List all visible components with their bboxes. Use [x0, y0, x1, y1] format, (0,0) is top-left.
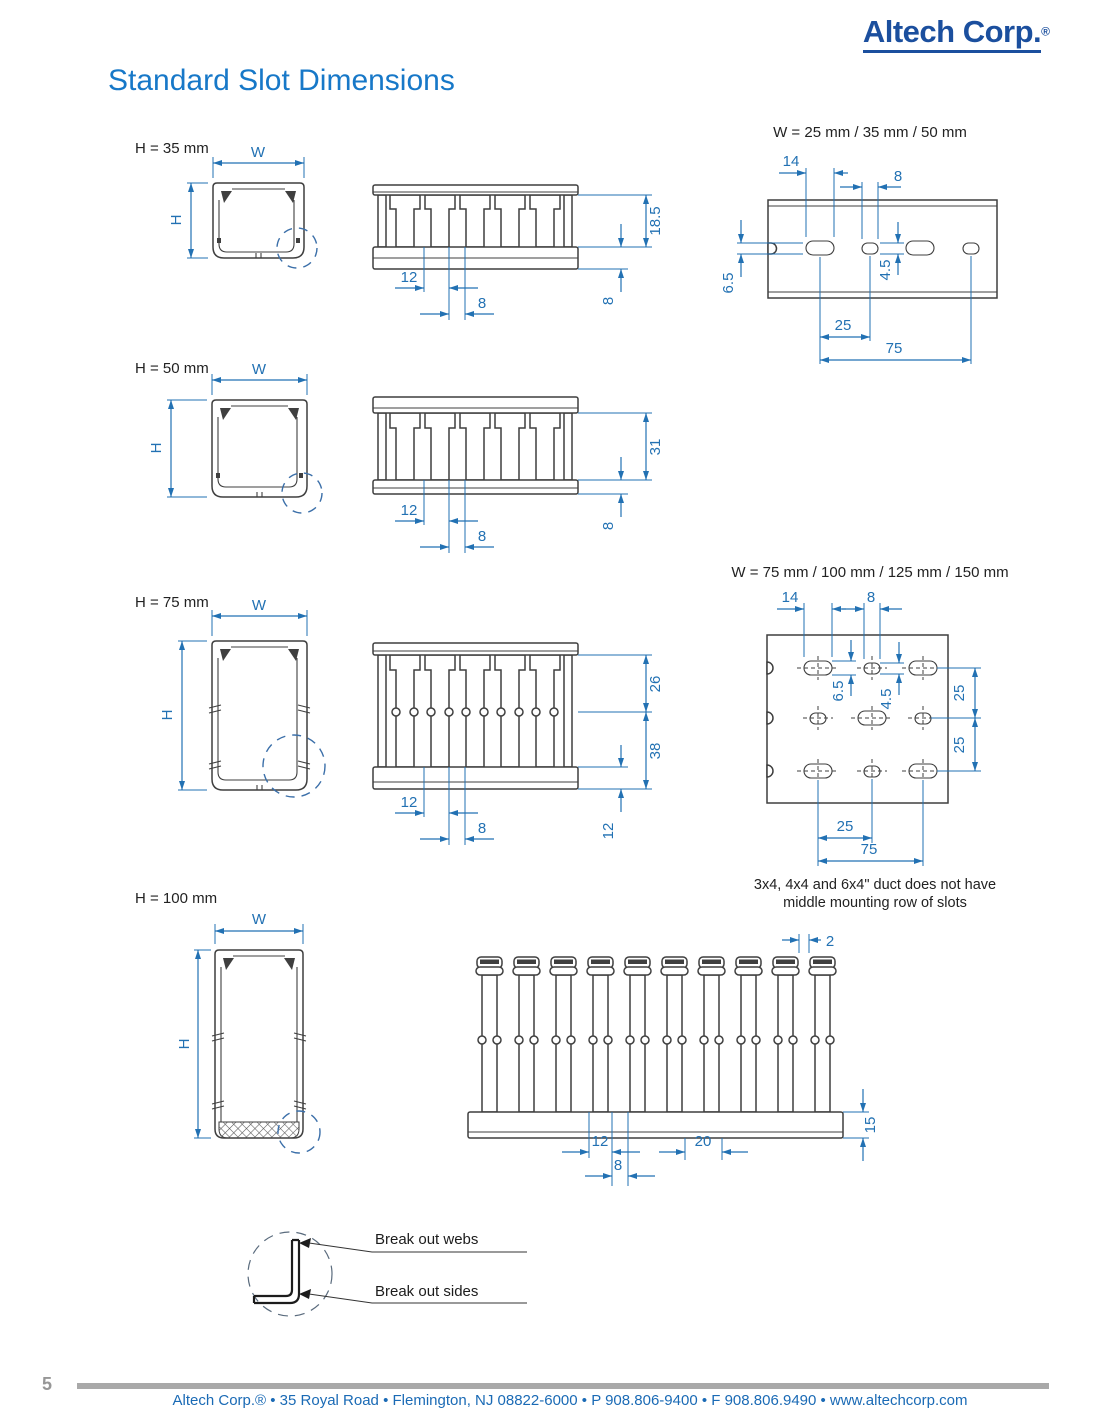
page-number: 5 — [42, 1374, 53, 1394]
dim-slot-length: 14 — [782, 153, 800, 170]
h-label: H — [148, 442, 165, 454]
dim-slot-depth: 31 — [647, 438, 664, 456]
page-title: Standard Slot Dimensions — [108, 64, 455, 97]
w-label: W — [251, 911, 267, 928]
dim-small-slot-height: 4.5 — [878, 688, 895, 710]
dim-pitch: 12 — [591, 1133, 609, 1150]
dim-row-pitch-top: 25 — [951, 684, 968, 702]
h50-cross-section — [148, 361, 322, 513]
section-label-h100: H = 100 mm — [135, 890, 218, 907]
dim-slot-length: 14 — [781, 589, 799, 606]
h35-cross-section — [168, 144, 317, 268]
dim-small-slot-height: 4.5 — [877, 259, 894, 281]
dim-pitch: 12 — [400, 269, 418, 286]
dim-base: 12 — [600, 822, 617, 840]
dim-span: 75 — [860, 841, 878, 858]
dim-base: 8 — [600, 296, 617, 306]
dim-small-slot-length: 8 — [893, 168, 903, 185]
dim-span: 75 — [885, 340, 903, 357]
plate-large-note — [735, 876, 1015, 912]
dim-row-pitch-bottom: 25 — [951, 736, 968, 754]
h75-side-view — [373, 643, 664, 845]
dim-slot-height: 6.5 — [830, 680, 847, 702]
mounting-plate-large — [767, 589, 981, 866]
dim-slot-width: 8 — [477, 528, 487, 545]
breakout-sides-label: Break out sides — [375, 1283, 479, 1300]
h50-side-view — [373, 397, 664, 553]
dim-slot-width: 8 — [613, 1157, 623, 1174]
dim-cap-gap: 2 — [825, 933, 835, 950]
dim-lower-depth: 38 — [647, 742, 664, 760]
dim-slot-width: 8 — [477, 820, 487, 837]
dim-slot-depth: 18.5 — [647, 206, 664, 236]
dim-base: 8 — [600, 521, 617, 531]
w-label: W — [251, 361, 267, 378]
h-label: H — [168, 214, 185, 226]
note-line-1: 3x4, 4x4 and 6x4" duct does not have — [753, 877, 997, 893]
plate-small-title: W = 25 mm / 35 mm / 50 mm — [773, 124, 967, 141]
company-logo — [826, 14, 1050, 50]
h35-side-view — [373, 185, 664, 320]
h-label: H — [176, 1038, 193, 1050]
h100-side-view — [468, 933, 879, 1186]
plate-large-title: W = 75 mm / 100 mm / 125 mm / 150 mm — [731, 564, 1009, 581]
dim-finger-pitch: 20 — [694, 1133, 712, 1150]
dim-col-pitch: 25 — [836, 818, 854, 835]
dim-slot-width: 8 — [477, 295, 487, 312]
dim-upper-depth: 26 — [647, 675, 664, 693]
dim-pitch: 12 — [400, 502, 418, 519]
mounting-plate-small — [720, 153, 997, 364]
dim-slot-height: 6.5 — [720, 272, 737, 294]
footer-divider — [77, 1383, 1049, 1389]
h100-cross-section — [176, 911, 320, 1153]
footer-address: Altech Corp.® • 35 Royal Road • Flemington, NJ 08822-6000 • P 908.806-9400 • F 908.806.9490 • www.altechcorp.com — [172, 1392, 968, 1409]
h-label: H — [159, 709, 176, 721]
w-label: W — [251, 597, 267, 614]
w-label: W — [250, 144, 266, 161]
dim-pitch: 12 — [400, 794, 418, 811]
logo-text: Altech Corp. — [863, 14, 1041, 53]
registered-mark: ® — [1041, 24, 1050, 39]
dim-base: 15 — [862, 1116, 879, 1134]
dim-pitch: 25 — [834, 317, 852, 334]
dim-small-slot-length: 8 — [866, 589, 876, 606]
breakout-webs-label: Break out webs — [375, 1231, 479, 1248]
note-line-2: middle mounting row of slots — [783, 895, 967, 911]
section-label-h35: H = 35 mm — [135, 140, 209, 157]
h75-cross-section — [159, 597, 325, 797]
section-label-h50: H = 50 mm — [135, 360, 209, 377]
section-label-h75: H = 75 mm — [135, 594, 209, 611]
